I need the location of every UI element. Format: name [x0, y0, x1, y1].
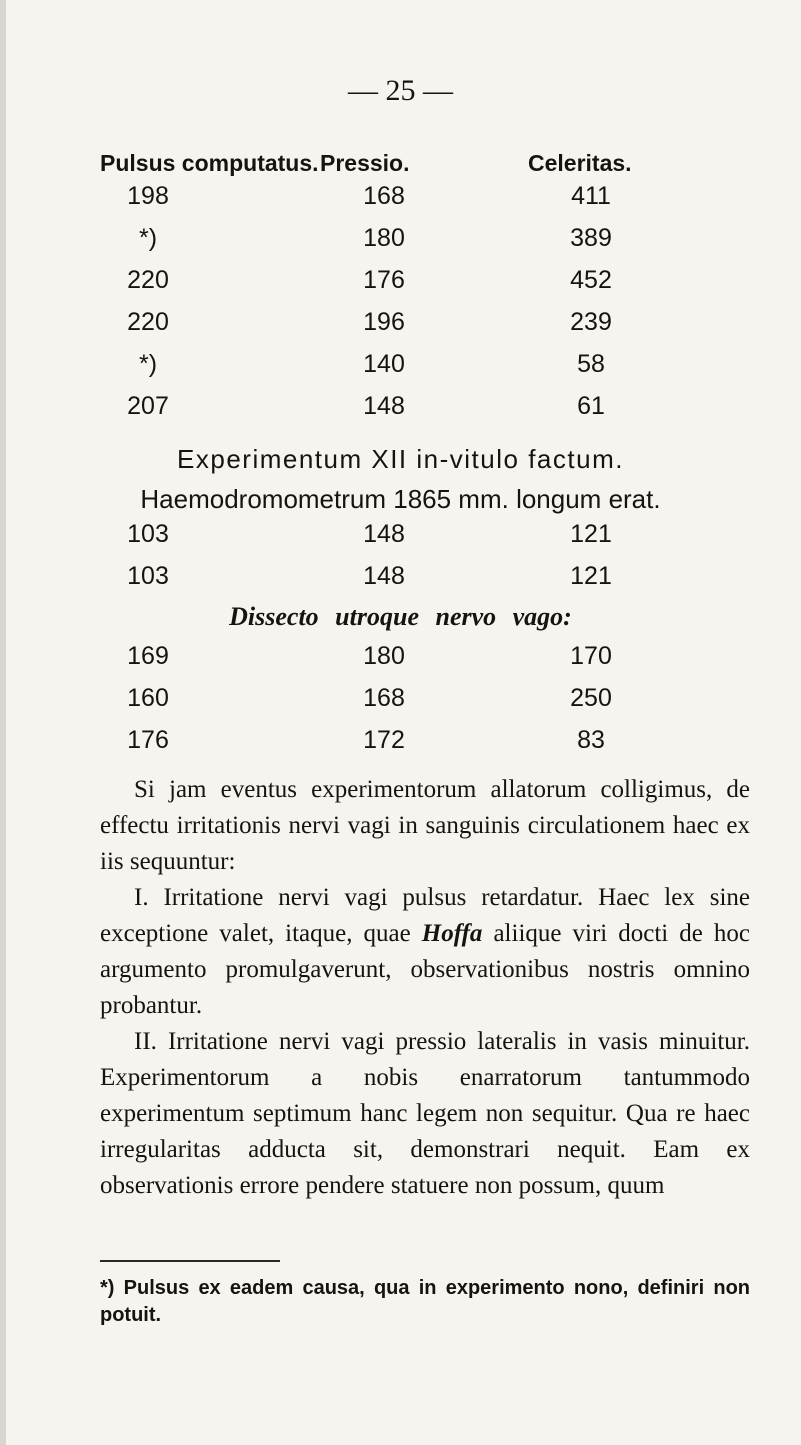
- paragraph-text: aliique viri docti de hoc argumento promulgaverunt, observationibus nostris omnino probantur.: [100, 920, 750, 1019]
- footnote-separator: [100, 1260, 280, 1262]
- table-cell: 250: [570, 684, 612, 712]
- table-row: [0, 224, 801, 266]
- table-row: [0, 266, 801, 308]
- table-cell: 220: [127, 266, 169, 294]
- table-cell: 411: [571, 182, 611, 210]
- paragraph-conclusion-two: II. Irritatione nervi vagi pressio lateralis in vasis minuitur. Experimentorum a nobis enarratorum tantummodo experimentum septimum hanc legem non sequitur. Qua re haec irregularitas adducta sit, demonstrari nequit. Eam ex observationis errore pendere statuere non possum, quum: [100, 1028, 750, 1199]
- table-cell: 180: [363, 642, 405, 670]
- data-table-1: [0, 182, 801, 434]
- table-cell: 160: [127, 684, 169, 712]
- table-cell: 168: [363, 182, 405, 210]
- table-cell: 170: [570, 642, 612, 670]
- table-row: [0, 520, 801, 562]
- table-cell: 61: [577, 392, 605, 420]
- table-cell: 58: [577, 350, 605, 378]
- table-row: [0, 392, 801, 434]
- table-cell: 148: [363, 392, 405, 420]
- table-cell: 198: [127, 182, 169, 210]
- paragraph-conclusion-intro: Si jam eventus experimentorum allatorum colligimus, de effectu irritationis nervi vagi in sanguinis circulationem haec ex iis sequuntur:: [100, 776, 750, 875]
- data-table-3: [0, 642, 801, 768]
- table-cell: 180: [363, 224, 405, 252]
- table-cell: 103: [127, 520, 169, 548]
- column-header-celeritas: Celeritas.: [528, 150, 632, 176]
- table-cell: 140: [363, 350, 405, 378]
- table-cell: 148: [363, 562, 405, 590]
- table-row: [0, 562, 801, 604]
- table-cell: 389: [570, 224, 612, 252]
- paragraph-text: I. Irritatione nervi vagi pulsus retardatur. Haec lex sine exceptione valet, itaque, quae: [100, 884, 750, 947]
- table-row: [0, 308, 801, 350]
- footnote: *) Pulsus ex eadem causa, qua in experimento nono, definiri non potuit.: [100, 1277, 750, 1326]
- table-cell: 239: [570, 308, 612, 336]
- table-cell: 196: [363, 308, 405, 336]
- dissecto-heading: Dissecto utroque nervo vago:: [229, 602, 572, 631]
- paragraph-conclusion-one: [100, 880, 750, 1024]
- table-cell: 83: [577, 726, 605, 754]
- footnote-marker: *): [138, 224, 158, 252]
- table-row: [0, 350, 801, 392]
- table-cell: 168: [363, 684, 405, 712]
- table-cell: 103: [127, 562, 169, 590]
- body-text: [100, 772, 750, 1204]
- table-cell: 220: [127, 308, 169, 336]
- table-row: [0, 642, 801, 684]
- table-cell: 169: [127, 642, 169, 670]
- table-cell: 207: [127, 392, 169, 420]
- column-header-pressio: Pressio.: [320, 150, 410, 176]
- table-cell: 452: [570, 266, 612, 294]
- data-table-2: [0, 520, 801, 604]
- table-cell: 121: [570, 520, 612, 548]
- table-cell: 176: [127, 726, 169, 754]
- table-row: [0, 684, 801, 726]
- author-name-hoffa: Hoffa: [421, 920, 483, 947]
- page-number: — 25 —: [348, 74, 453, 107]
- footnote-marker: *): [138, 350, 158, 378]
- table-row: [0, 726, 801, 768]
- table-cell: 176: [363, 266, 405, 294]
- experiment-heading: Experimentum XII in-vitulo factum.: [177, 444, 624, 474]
- table-cell: 172: [363, 726, 405, 754]
- table-cell: 121: [570, 562, 612, 590]
- table-cell: 148: [363, 520, 405, 548]
- table-row: [0, 182, 801, 224]
- column-header-pulsus: Pulsus computatus.: [100, 150, 319, 176]
- haemodromometrum-line: Haemodromometrum 1865 mm. longum erat.: [140, 484, 661, 514]
